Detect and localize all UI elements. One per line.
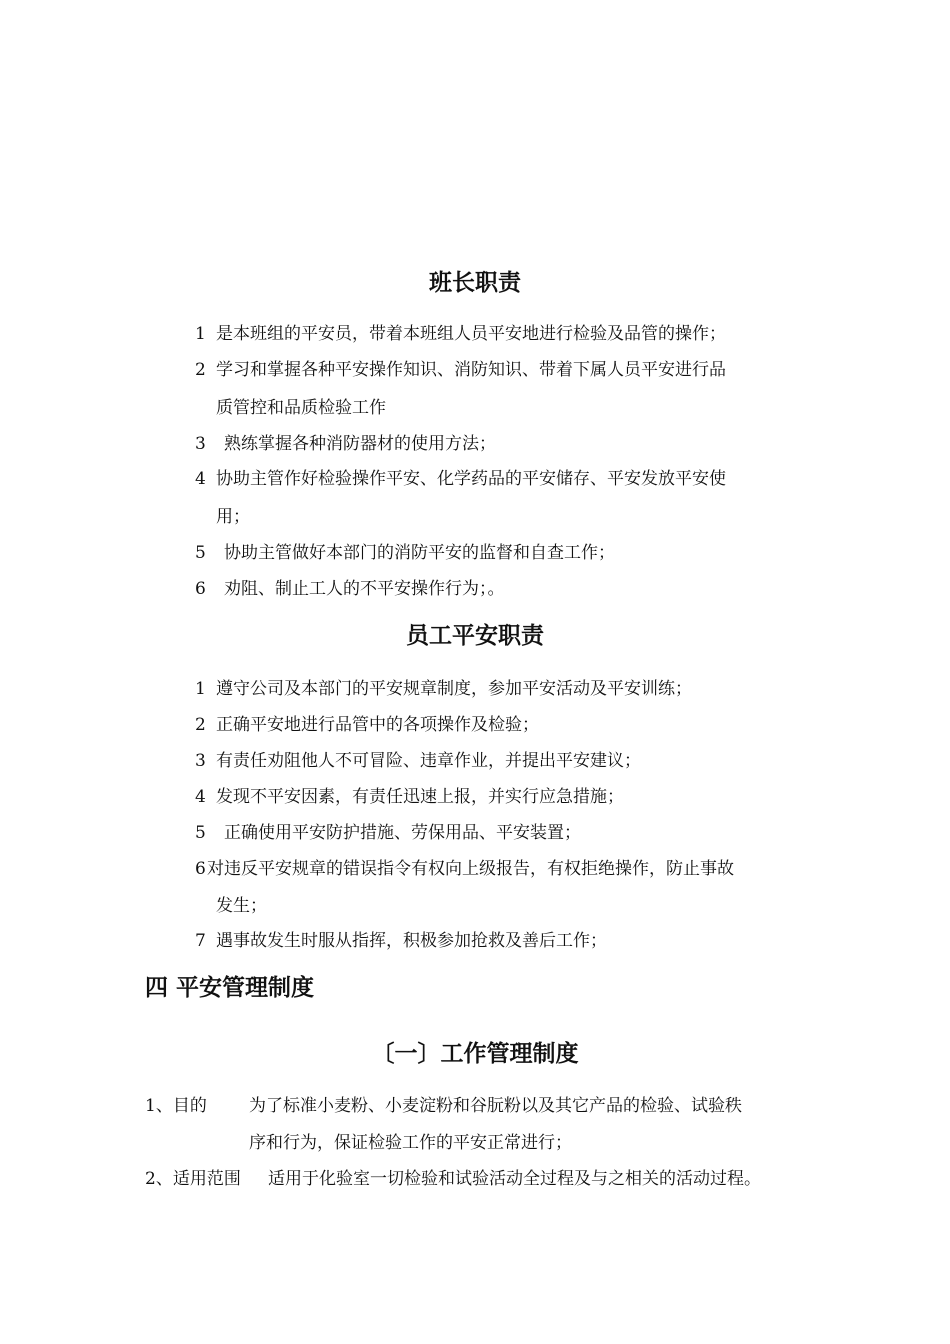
item-number: 4 xyxy=(195,469,206,489)
item-text: 学习和掌握各种平安操作知识、消防知识、带着下属人员平安进行品 xyxy=(216,360,726,380)
item-number: 4 xyxy=(195,787,206,807)
item-text: 是本班组的平安员，带着本班组人员平安地进行检验及品管的操作； xyxy=(216,324,726,344)
item-text: 发现不平安因素，有责任迅速上报，并实行应急措施； xyxy=(216,787,624,807)
rule-text: 为了标准小麦粉、小麦淀粉和谷朊粉以及其它产品的检验、试验秩 xyxy=(249,1096,742,1116)
item-text: 熟练掌握各种消防器材的使用方法； xyxy=(224,434,496,454)
item-number: 5 xyxy=(195,823,206,843)
item-text: 遵守公司及本部门的平安规章制度，参加平安活动及平安训练； xyxy=(216,679,692,699)
item-text-continued: 发生； xyxy=(216,896,267,916)
item-number: 1 xyxy=(195,324,206,344)
item-number: 2 xyxy=(195,360,206,380)
item-text: 协助主管作好检验操作平安、化学药品的平安储存、平安发放平安使 xyxy=(216,469,726,489)
item-text: 对违反平安规章的错误指令有权向上级报告，有权拒绝操作，防止事故 xyxy=(207,859,734,879)
item-number: 2 xyxy=(195,715,206,735)
chapter-heading: 四 平安管理制度 xyxy=(145,975,315,1001)
item-text: 协助主管做好本部门的消防平安的监督和自查工作； xyxy=(224,543,615,563)
item-text: 有责任劝阻他人不可冒险、违章作业，并提出平安建议； xyxy=(216,751,641,771)
item-number: 7 xyxy=(195,931,206,951)
rule-label: 1、目的 xyxy=(145,1096,207,1116)
rule-label: 2、适用范围 xyxy=(145,1169,241,1189)
item-number: 1 xyxy=(195,679,206,699)
item-text: 遇事故发生时服从指挥，积极参加抢救及善后工作； xyxy=(216,931,607,951)
rule-text-continued: 序和行为，保证检验工作的平安正常进行； xyxy=(249,1133,572,1153)
staff-duties-title: 员工平安职责 xyxy=(406,623,544,649)
item-number: 3 xyxy=(195,751,206,771)
item-text: 劝阻、制止工人的不平安操作行为；。 xyxy=(224,579,505,599)
item-number: 6 xyxy=(195,859,206,879)
rule-text: 适用于化验室一切检验和试验活动全过程及与之相关的活动过程。 xyxy=(268,1169,761,1189)
item-text-continued: 用； xyxy=(216,507,250,527)
item-number: 5 xyxy=(195,543,206,563)
work-rules-title: 〔一〕工作管理制度 xyxy=(371,1041,579,1067)
item-number: 6 xyxy=(195,579,206,599)
leader-duties-title: 班长职责 xyxy=(429,270,521,296)
item-text: 正确使用平安防护措施、劳保用品、平安装置； xyxy=(224,823,581,843)
item-text: 正确平安地进行品管中的各项操作及检验； xyxy=(216,715,539,735)
item-text-continued: 质管控和品质检验工作 xyxy=(216,398,386,418)
item-number: 3 xyxy=(195,434,206,454)
